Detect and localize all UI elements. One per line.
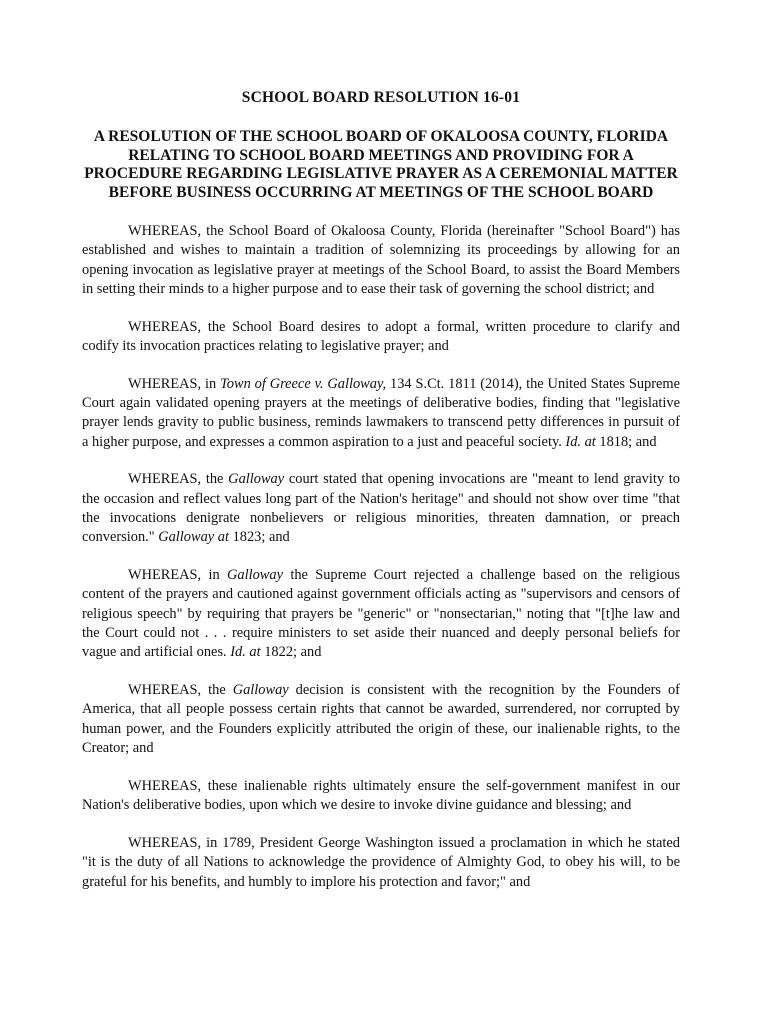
case-citation: Town of Greece v. Galloway, [220, 375, 387, 392]
case-citation: Galloway at [158, 529, 229, 546]
whereas-paragraph-4 [82, 470, 680, 547]
whereas-paragraph-6 [82, 681, 680, 758]
whereas-paragraph-7: WHEREAS, these inalienable rights ultimately ensure the self-government manifest in our Nation's deliberative bodies, upon which we desire to invoke divine guidance and blessing; and [82, 777, 680, 814]
paragraph-text: court stated that opening invocations are "meant to lend gravity to the occasion and reflect values long part of the Nation's heritage" and should not show over time "that the invocations denigrate nonbelievers or religious minorities, threaten damnation, or preach conversion." [82, 471, 680, 546]
paragraph-text: 1823; and [228, 529, 290, 546]
resolution-number: SCHOOL BOARD RESOLUTION 16-01 [241, 89, 521, 106]
paragraph-text: the Supreme Court rejected a challenge based on the religious content of the prayers and cautioned against government officials acting as "supervisors and censors of religious speech" by requiring that prayers be "generic" or "nonsectarian," noting that "[t]he law and the Court could not . . . require ministers to set aside their nuanced and deeply personal beliefs for vague and artificial ones. [82, 567, 680, 661]
case-citation: Galloway [227, 567, 283, 584]
id-citation: Id. at [565, 433, 596, 450]
paragraph-text: WHEREAS, the [128, 471, 229, 488]
whereas-paragraph-3 [82, 375, 680, 452]
resolution-title: A RESOLUTION OF THE SCHOOL BOARD OF OKALOOSA COUNTY, FLORIDA RELATING TO SCHOOL BOARD MEETINGS AND PROVIDING FOR A PROCEDURE REGARDING LEGISLATIVE PRAYER AS A CEREMONIAL MATTER BEFORE BUSINESS OCCURRING AT MEETINGS OF THE SCHOOL BOARD [84, 128, 678, 201]
whereas-paragraph-5 [82, 566, 680, 662]
whereas-paragraph-1: WHEREAS, the School Board of Okaloosa County, Florida (hereinafter "School Board") has established and wishes to maintain a tradition of solemnizing its proceedings by allowing for an opening invocation as legislative prayer at meetings of the School Board, to assist the Board Members in setting their minds to a higher purpose and to ease their task of governing the school district; and [82, 223, 680, 297]
paragraph-text: 134 S.Ct. 1811 (2014), the United States Supreme Court again validated opening prayers at the meetings of deliberative bodies, finding that "legislative prayer lends gravity to public business, reminds lawmakers to transcend petty differences in pursuit of a higher purpose, and expresses a common aspiration to a just and peaceful society. [82, 375, 680, 450]
case-citation: Galloway [232, 682, 289, 699]
paragraph-text: 1822; and [260, 644, 322, 661]
whereas-paragraph-2: WHEREAS, the School Board desires to adopt a formal, written procedure to clarify and codify its invocation practices relating to legislative prayer; and [82, 318, 680, 354]
case-citation: Galloway [228, 471, 285, 488]
paragraph-text: WHEREAS, in [128, 567, 228, 584]
document-page [82, 88, 680, 910]
paragraph-text: WHEREAS, the [128, 682, 233, 699]
paragraph-text: 1818; and [595, 433, 657, 450]
paragraph-text: WHEREAS, in [128, 375, 221, 392]
id-citation: Id. at [230, 644, 261, 661]
whereas-paragraph-8: WHEREAS, in 1789, President George Washington issued a proclamation in which he stated "it is the duty of all Nations to acknowledge the providence of Almighty God, to obey his will, to be grateful for his benefits, and humbly to implore his protection and favor;" and [82, 834, 680, 890]
paragraph-text: decision is consistent with the recognition by the Founders of America, that all people possess certain rights that cannot be awarded, surrendered, nor corrupted by human power, and the Founders explicitly attributed the origin of these, our inalienable rights, to the Creator; and [82, 682, 680, 757]
